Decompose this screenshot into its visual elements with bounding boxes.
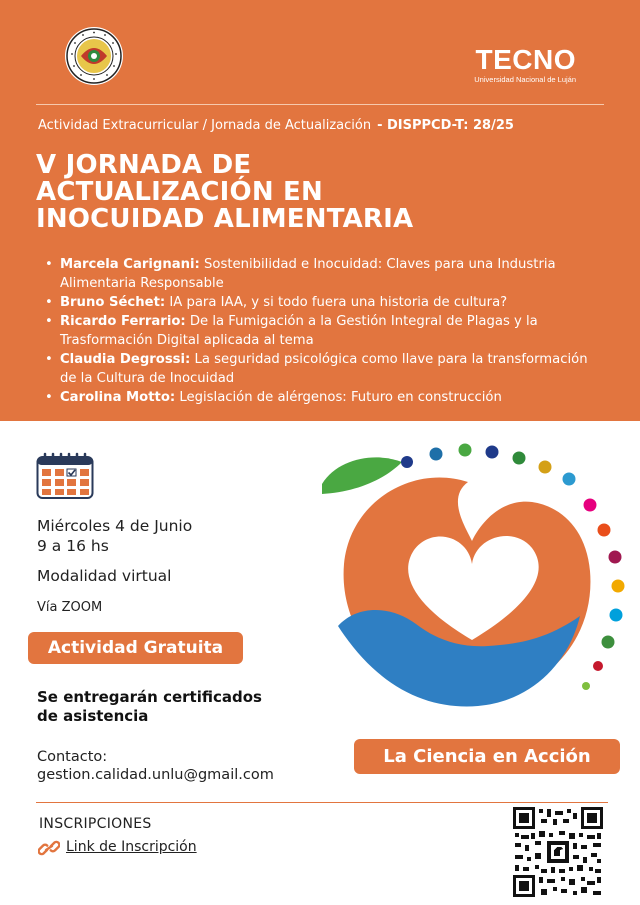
speaker-item <box>44 293 604 312</box>
event-platform: Vía ZOOM <box>37 600 103 615</box>
speaker-name: Claudia Degrossi: <box>60 352 191 367</box>
event-time: 9 a 16 hs <box>37 537 109 555</box>
footer-divider <box>36 802 608 803</box>
event-modality: Modalidad virtual <box>37 567 172 585</box>
speaker-name: Ricardo Ferrario: <box>60 314 186 329</box>
activity-code: - DISPPCD-T: 28/25 <box>377 118 514 133</box>
activity-type: Actividad Extracurricular / Jornada de Actualización <box>38 118 372 133</box>
page-title <box>36 152 413 233</box>
tagline-badge: La Ciencia en Acción <box>354 739 620 774</box>
brand-name: TECNO <box>475 44 576 75</box>
event-date: Miércoles 4 de Junio <box>37 517 193 535</box>
speaker-topic: De la Fumigación a la Gestión Integral de Plagas y la Trasformación Digital aplicada al tema <box>60 314 538 348</box>
title-line: V JORNADA DE <box>36 150 252 180</box>
speaker-topic: IA para IAA, y si todo fuera una historia de cultura? <box>169 295 508 310</box>
heart-hand-logo-icon <box>318 436 634 736</box>
calendar-icon <box>36 452 94 500</box>
title-line: INOCUIDAD ALIMENTARIA <box>36 204 414 234</box>
contact-label: Contacto: <box>37 749 108 765</box>
speaker-list <box>44 255 604 407</box>
registration-heading: INSCRIPCIONES <box>39 816 152 832</box>
speaker-item <box>44 350 604 388</box>
brand-subtitle: Universidad Nacional de Luján <box>474 75 576 84</box>
link-icon <box>38 838 60 858</box>
speaker-name: Marcela Carignani: <box>60 257 200 272</box>
qr-code-icon[interactable] <box>511 805 605 899</box>
header-banner <box>0 0 640 421</box>
header-divider <box>36 104 604 105</box>
speaker-topic: La seguridad psicológica como llave para la transformación de la Cultura de Inocuidad <box>60 352 588 386</box>
speaker-item <box>44 255 604 293</box>
title-line: ACTUALIZACIÓN EN <box>36 177 323 207</box>
free-activity-badge: Actividad Gratuita <box>28 632 243 664</box>
certificate-note <box>37 688 262 726</box>
speaker-name: Carolina Motto: <box>60 390 176 405</box>
certificate-line: de asistencia <box>37 707 149 725</box>
speaker-item <box>44 312 604 350</box>
speaker-topic: Sostenibilidad e Inocuidad: Claves para una Industria Alimentaria Responsable <box>60 257 556 291</box>
speaker-topic: Legislación de alérgenos: Futuro en construcción <box>179 390 502 405</box>
certificate-line: Se entregarán certificados <box>37 688 262 706</box>
activity-line <box>38 118 514 133</box>
university-seal-icon <box>64 26 124 86</box>
speaker-name: Bruno Séchet: <box>60 295 166 310</box>
tecno-logo <box>474 46 576 84</box>
speaker-item <box>44 388 604 407</box>
contact-email[interactable]: gestion.calidad.unlu@gmail.com <box>37 767 274 783</box>
event-date-time <box>37 516 192 556</box>
registration-link[interactable]: Link de Inscripción <box>66 839 197 855</box>
